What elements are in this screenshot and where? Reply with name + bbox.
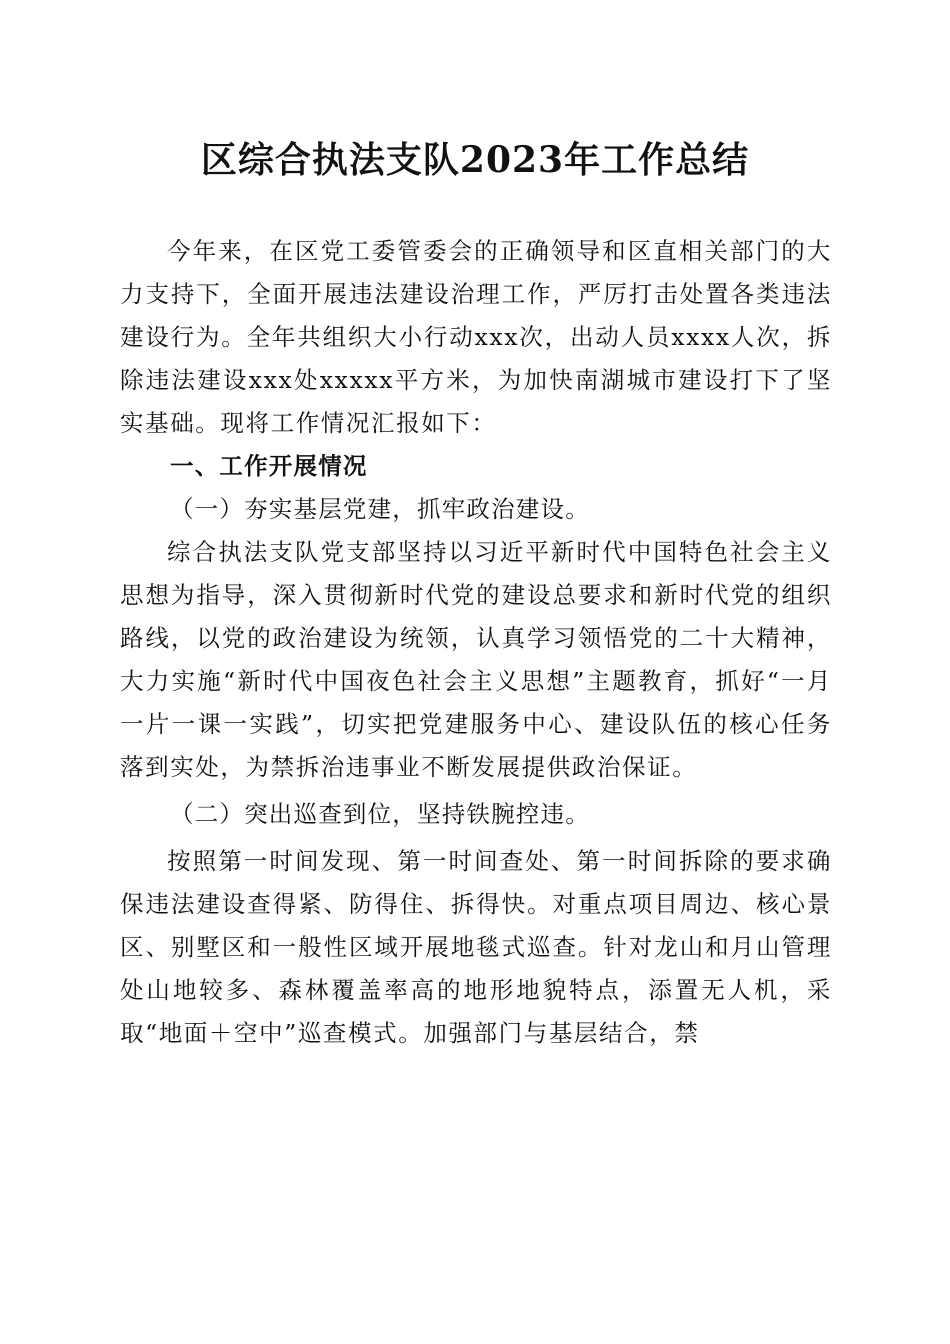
patrol-paragraph: 按照第一时间发现、第一时间查处、第一时间拆除的要求确保违法建设查得紧、防得住、拆得快。对重点项目周边、核心景区、别墅区和一般性区域开展地毯式巡查。针对龙山和月山管理处山地较多、森林覆盖率高的地形地貌特点，添置无人机，采取“地面＋空中”巡查模式。加强部门与基层结合，禁	[120, 847, 832, 1047]
document-body	[120, 230, 832, 1055]
section-heading-work-progress: 一、工作开展情况	[170, 452, 368, 480]
party-building-paragraph: 综合执法支队党支部坚持以习近平新时代中国特色社会主义思想为指导，深入贯彻新时代党的建设总要求和新时代党的组织路线，以党的政治建设为统领，认真学习领悟党的二十大精神，大力实施“新时代中国夜色社会主义思想”主题教育，抓好“一月一片一课一实践”，切实把党建服务中心、建设队伍的核心任务落到实处，为禁拆治违事业不断发展提供政治保证。	[120, 538, 832, 781]
subsection-heading-patrol: （二）突出巡查到位，坚持铁腕控违。	[170, 800, 590, 828]
intro-paragraph: 今年来，在区党工委管委会的正确领导和区直相关部门的大力支持下，全面开展违法建设治理工作，严厉打击处置各类违法建设行为。全年共组织大小行动xxx次，出动人员xxxx人次，拆除违法建设xxx处xxxxx平方米，为加快南湖城市建设打下了坚实基础。现将工作情况汇报如下：	[120, 237, 832, 437]
subsection-heading-party-building: （一）夯实基层党建，抓牢政治建设。	[170, 495, 590, 523]
document-title: 区综合执法支队2023年工作总结	[200, 139, 750, 181]
